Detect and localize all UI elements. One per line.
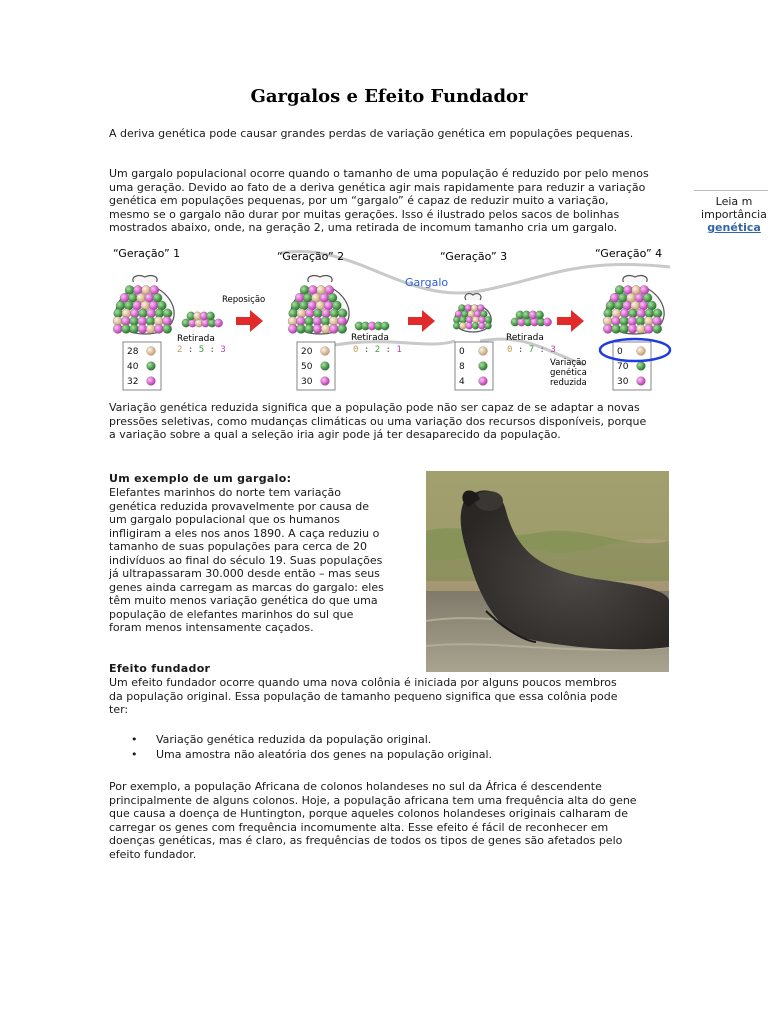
count-box-2 xyxy=(297,342,335,390)
founder-effect-list xyxy=(109,733,669,762)
bag-generation-1 xyxy=(113,276,174,334)
svg-text:30: 30 xyxy=(617,377,629,387)
svg-text:reduzida: reduzida xyxy=(550,378,587,388)
elephant-seal-photo xyxy=(426,471,669,672)
svg-text:genética: genética xyxy=(550,368,587,378)
svg-text:28: 28 xyxy=(127,347,139,357)
svg-text:0: 0 xyxy=(459,347,465,357)
ratio-2: 0 : 2 : 1 xyxy=(353,345,402,355)
svg-text:70: 70 xyxy=(617,362,629,372)
page-title: Gargalos e Efeito Fundador xyxy=(250,86,528,107)
ratio-3: 0 : 7 : 3 xyxy=(507,345,556,355)
gen1-label: “Geração” 1 xyxy=(113,247,181,260)
retirada-label-3: Retirada xyxy=(506,333,544,343)
svg-text:Variação: Variação xyxy=(550,358,587,368)
gen2-label: “Geração” 2 xyxy=(277,250,345,263)
reduced-variation-paragraph: Variação genética reduzida significa que a população pode não ser capaz de se adaptar a novas pressões seletivas, como mudanças climáticas ou uma variação dos recursos disponíveis, porque a variação sobre a qual a seleção iria agir pode já ter desaparecido da população. xyxy=(109,401,647,441)
retirada-pile-1 xyxy=(182,312,223,327)
bottleneck-paragraph: Um gargalo populacional ocorre quando o tamanho de uma população é reduzido por pelo menos uma geração. Devido ao fato de a deriva genética agir mais rapidamente para reduzir a variação genética em populações pequenas, por um “gargalo” é capaz de reduzir muito a variação, mesmo se o gargalo não durar por muitas gerações. Isso é ilustrado pelos sacos de bolinhas mostrados abaixo, onde, na geração 2, uma retirada de incomum tamanho cria um gargalo. xyxy=(109,167,649,234)
bottleneck-diagram xyxy=(105,245,675,395)
retirada-pile-3 xyxy=(511,311,552,326)
heading-founder-effect: Efeito fundador xyxy=(109,662,211,675)
svg-text:32: 32 xyxy=(127,377,139,387)
retirada-label-2: Retirada xyxy=(351,333,389,343)
svg-text:4: 4 xyxy=(459,377,465,387)
count-box-3 xyxy=(455,342,493,390)
svg-text:8: 8 xyxy=(459,362,465,372)
reposicao-label: Reposição xyxy=(222,295,266,305)
gargalo-label: Gargalo xyxy=(405,276,449,289)
ratio-1: 2 : 5 : 3 xyxy=(177,345,226,355)
retirada-pile-2 xyxy=(355,322,389,330)
gen4-label: “Geração” 4 xyxy=(595,247,663,260)
list-item: • Variação genética reduzida da população original. xyxy=(109,733,669,748)
bag-generation-3 xyxy=(453,294,492,332)
sidebar-note: Leia m importância genética xyxy=(694,190,768,234)
arrow-3 xyxy=(557,310,584,332)
founder-effect-paragraph: Um efeito fundador ocorre quando uma nova colônia é iniciada por alguns poucos membros da população original. Essa população de tamanho pequeno significa que essa colônia pode ter: xyxy=(109,676,618,716)
arrow-1 xyxy=(236,310,263,332)
gen3-label: “Geração” 3 xyxy=(440,250,508,263)
svg-text:20: 20 xyxy=(301,347,313,357)
count-box-1 xyxy=(123,342,161,390)
svg-text:40: 40 xyxy=(127,362,139,372)
arrow-2 xyxy=(408,310,435,332)
bag-generation-4 xyxy=(603,276,664,334)
list-item: • Uma amostra não aleatória dos genes na população original. xyxy=(109,748,669,763)
svg-text:50: 50 xyxy=(301,362,313,372)
variacao-label xyxy=(550,358,587,388)
svg-text:30: 30 xyxy=(301,377,313,387)
count-box-4 xyxy=(613,342,651,390)
intro-paragraph: A deriva genética pode causar grandes perdas de variação genética em populações pequenas. xyxy=(109,127,634,140)
sidebar-link[interactable]: genética xyxy=(707,221,761,234)
elephant-seal-paragraph: Elefantes marinhos do norte tem variação genética reduzida provavelmente por causa de um gargalo populacional que os humanos infligiram a eles nos anos 1890. A caça reduziu o tamanho de suas populações para cerca de 20 indivíduos ao final do século 19. Suas populações já ultrapassaram 30.000 desde então – mas seus genes ainda carregam as marcas do gargalo: eles têm muito menos variação genética do que uma população de elefantes marinhos do sul que foram menos intensamente caçados. xyxy=(109,486,384,634)
africa-example-paragraph: Por exemplo, a população Africana de colonos holandeses no sul da África é descendente principalmente de alguns colonos. Hoje, a população africana tem uma frequência alta do gene que causa a doença de Huntington, porque aqueles colonos holandeses originais calharam de carregar os genes com frequência incomumente alta. Esse efeito é fácil de reconhecer em doenças genéticas, mas é claro, as frequências de todos os tipos de genes são afetados pelo efeito fundador. xyxy=(109,780,637,861)
svg-text:0: 0 xyxy=(617,347,623,357)
retirada-label-1: Retirada xyxy=(177,334,215,344)
bag-generation-2 xyxy=(288,276,349,334)
heading-bottleneck-example: Um exemplo de um gargalo: xyxy=(109,472,292,485)
